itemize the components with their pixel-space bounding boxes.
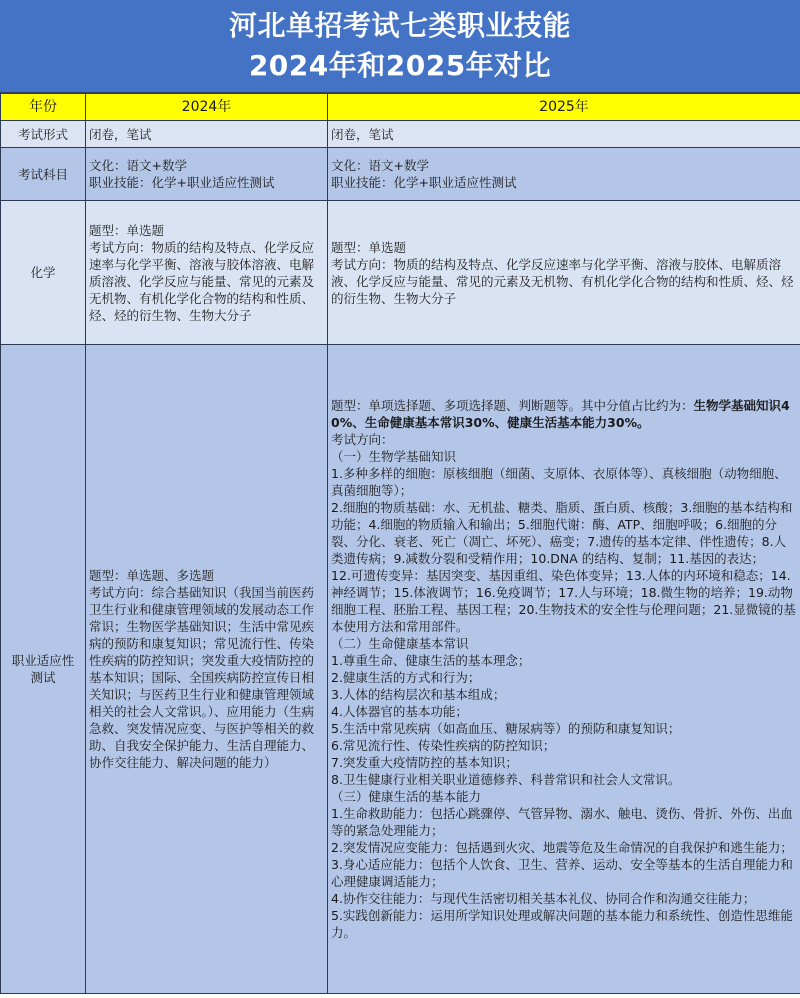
cell-2025: 闭卷，笔试: [328, 121, 800, 148]
subject-culture: 文化：语文+数学: [89, 158, 187, 173]
row-label: 化学: [1, 201, 86, 345]
title-line-1: 河北单招考试七类职业技能: [228, 9, 571, 42]
section-item: 5.实践创新能力：运用所学知识处理或解决问题的基本能力和系统性、创造性思维能力。: [331, 908, 793, 940]
title-banner: [0, 0, 800, 93]
header-2024: 2024年: [86, 94, 328, 121]
row-label: 考试科目: [1, 148, 86, 201]
subject-skill: 职业技能：化学+职业适应性测试: [89, 175, 275, 190]
row-chemistry: [1, 201, 800, 345]
title-line-2: 2024年和2025年对比: [248, 49, 552, 82]
exam-direction: 考试方向：物质的结构及特点、化学反应速率与化学平衡、溶液与胶体溶液、电解质溶液、化学反应与能量、常见的元素及无机物、有机化学化合物的结构和性质、烃、烃的衍生物、生物大分子: [89, 239, 315, 323]
cell-2024: [86, 201, 328, 345]
cell-2025: [328, 148, 800, 201]
section-item: 5.生活中常见疾病（如高血压、糖尿病等）的预防和康复知识；: [331, 721, 681, 736]
cell-2024: [86, 345, 328, 994]
section-title: （二）生命健康基本常识: [331, 636, 469, 651]
section-item: 4.人体器官的基本功能；: [331, 704, 468, 719]
section-item: 6.常见流行性、传染性疾病的防控知识；: [331, 738, 556, 753]
section-item: 12.可遗传变异：基因突变、基因重组、染色体变异；13.人体的内环境和稳态；14.神经调节；15.体液调节；16.免疫调节；17.人与环境；18.微生物的培养；19.动物细胞工程、胚胎工程、基因工程；20.生物技术的安全性与伦理问题；21.显微镜的基本使用方法和常用部件。: [331, 568, 796, 634]
direction-label: 考试方向：: [331, 432, 394, 447]
question-type: 题型：单选题: [89, 222, 165, 238]
section-item: 8.卫生健康行业相关职业道德修养、科普常识和社会人文常识。: [331, 772, 681, 787]
exam-direction: 考试方向：综合基础知识（我国当前医药卫生行业和健康管理领域的发展动态工作常识；生物医学基础知识；生活中常见疾病的预防和康复知识；常见流行性、传染性疾病的防控知识；突发重大疫情防控的基本知识；国际、全国疾病防控宣传日相关知识；与医药卫生行业和健康管理领域相关的社会人文常识。）、应用能力（生病急救、突发情况应变、与医护等相关的救助、自我安全保护能力、生活自理能力、协作交往能力、解决问题的能力）: [89, 585, 315, 770]
header-2025: 2025年: [328, 94, 800, 121]
comparison-table: [0, 93, 800, 994]
question-type: [331, 397, 797, 431]
exam-direction: 考试方向：物质的结构及特点、化学反应速率与化学平衡、溶液与胶体、电解质溶液、化学反应与能量、常见的元素及无机物、有机化学化合物的结构和性质、烃、烃的衍生物、生物大分子: [331, 256, 794, 306]
section-item: 2.突发情况应变能力：包括遇到火灾、地震等危及生命情况的自我保护和逃生能力；: [331, 840, 793, 855]
section-item: 1.尊重生命、健康生活的基本理念；: [331, 653, 531, 668]
cell-2024: 闭卷，笔试: [86, 121, 328, 148]
section-title: （三）健康生活的基本能力: [331, 789, 482, 804]
cell-2025: [328, 201, 800, 345]
section-item: 2.健康生活的方式和行为；: [331, 670, 481, 685]
subject-culture: 文化：语文+数学: [331, 158, 429, 173]
section-item: 7.突发重大疫情防控的基本知识；: [331, 755, 518, 770]
section-title: （一）生物学基础知识: [331, 449, 457, 464]
row-label: 考试形式: [1, 121, 86, 148]
section-item: 1.生命救助能力：包括心跳骤停、气管异物、溺水、触电、烫伤、骨折、外伤、出血等的紧急处理能力；: [331, 806, 793, 838]
row-vocational-test: [1, 345, 800, 994]
row-exam-form: [1, 121, 800, 148]
section-item: 3.身心适应能力：包括个人饮食、卫生、营养、运动、安全等基本的生活自理能力和心理健康调适能力；: [331, 857, 793, 889]
question-type: 题型：单选题、多选题: [89, 568, 215, 583]
section-item: 2.细胞的物质基础：水、无机盐、糖类、脂质、蛋白质、核酸；3.细胞的基本结构和功能；4.细胞的物质输入和输出；5.细胞代谢：酶、ATP、细胞呼吸；6.细胞的分裂、分化、衰老、死亡（凋亡、坏死）、癌变；7.遗传的基本定律、伴性遗传；8.人类遗传病；9.减数分裂和受精作用；10.DNA 的结构、复制；11.基因的表达；: [331, 500, 793, 566]
section-item: 3.人体的结构层次和基本组成；: [331, 687, 506, 702]
score-ratio: 生物学基础知识40%、生命健康基本常识30%、健康生活基本能力30%。: [331, 398, 790, 430]
question-type-text: 题型：单项选择题、多项选择题、判断题等。其中分值占比约为：: [331, 398, 694, 413]
subject-skill: 职业技能：化学+职业适应性测试: [331, 175, 517, 190]
row-label-line-2: 测试: [30, 670, 56, 685]
row-label-line-1: 职业适应性: [11, 653, 75, 668]
cell-2025: [328, 345, 800, 994]
row-exam-subjects: [1, 148, 800, 201]
header-row: [1, 94, 800, 121]
header-year: 年份: [1, 94, 86, 121]
cell-2024: [86, 148, 328, 201]
row-label: [1, 345, 86, 994]
question-type: 题型：单选题: [331, 239, 407, 255]
section-item: 4.协作交往能力：与现代生活密切相关基本礼仪、协同合作和沟通交往能力；: [331, 891, 756, 906]
section-item: 1.多种多样的细胞：原核细胞（细菌、支原体、衣原体等）、真核细胞（动物细胞、真菌细胞等）；: [331, 466, 787, 498]
